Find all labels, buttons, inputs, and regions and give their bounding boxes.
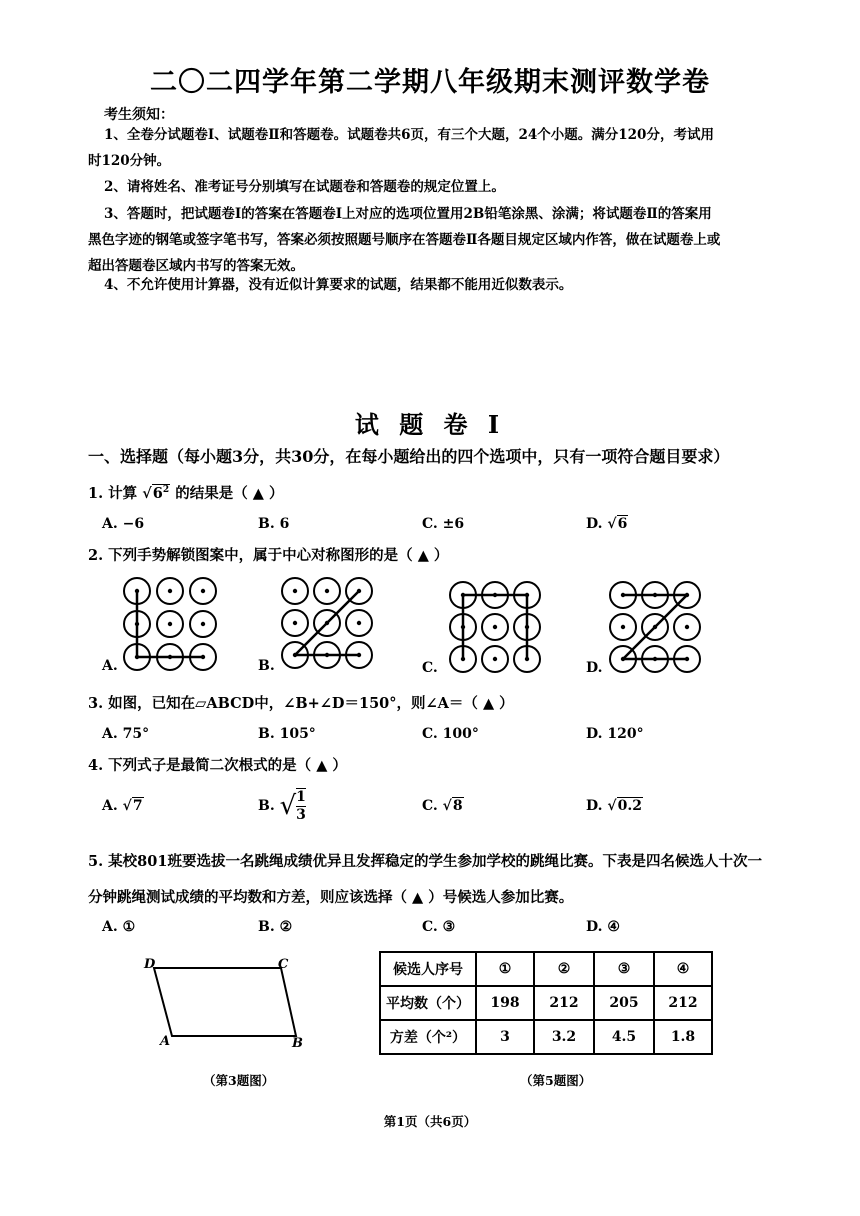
exam-title: 二〇二四学年第二学期八年级期末测评数学卷 <box>150 67 710 98</box>
section-title: 试 题 卷 Ⅰ <box>354 410 506 439</box>
q3-option-b: B. 105° <box>258 726 316 742</box>
q3-option-d: D. 120° <box>586 726 644 742</box>
q5-stem-line1: 5. 某校801班要选拔一名跳绳成绩优异且发挥稳定的学生参加学校的跳绳比赛。下表是四名候选人十次一 <box>88 853 762 870</box>
table-row <box>380 986 712 1020</box>
lock-node-dot <box>168 589 172 593</box>
notice-heading: 考生须知： <box>104 107 174 123</box>
lock-node-dot <box>168 622 172 626</box>
q1-option-b: B. 6 <box>258 516 290 532</box>
table-header-cell: 候选人序号 <box>380 952 476 986</box>
lock-node-dot <box>293 621 297 625</box>
lock-node-dot <box>293 589 297 593</box>
notice-item-1-line1: 1、全卷分试题卷Ⅰ、试题卷Ⅱ和答题卷。试题卷共6页，有三个大题，24个小题。满分120分，考试用 <box>104 127 714 143</box>
lock-node-dot <box>493 657 497 661</box>
pattern-d-figure <box>610 582 700 672</box>
lock-node-dot <box>493 625 497 629</box>
q1-radicand: 6 <box>152 485 163 502</box>
q1-option-d-label: D. <box>586 516 603 532</box>
q3-option-a: A. 75° <box>102 726 150 742</box>
part1-title: 一、选择题（每小题3分，共30分，在每小题给出的四个选项中，只有一项符合题目要求） <box>88 447 730 466</box>
q3-option-c: C. 100° <box>422 726 479 742</box>
q4-option-d: D. √0.2 <box>586 798 642 814</box>
q1-sqrt: $√6^2$ <box>142 485 170 502</box>
table-header-row <box>380 952 712 986</box>
pattern-b-figure <box>282 578 372 668</box>
table-cell: 4.5 <box>594 1020 654 1054</box>
lock-node-dot <box>201 622 205 626</box>
table-row <box>380 1020 712 1054</box>
q4-option-a: A. √7 <box>102 798 143 814</box>
q1-prefix: 1. 计算 <box>88 485 138 502</box>
q4-option-b-denominator: 3 <box>296 807 306 823</box>
notice-item-3-line1: 3、答题时，把试题卷Ⅰ的答案在答题卷Ⅰ上对应的选项位置用2B铅笔涂黑、涂满；将试题卷Ⅱ的答案用 <box>104 206 712 222</box>
q5-option-b: B. ② <box>258 919 293 935</box>
notice-item-3-line3: 超出答题卷区域内书写的答案无效。 <box>88 258 304 274</box>
q4-option-c-label: C. <box>422 798 438 814</box>
q5-candidates-table <box>379 951 713 1055</box>
q4-option-c-radicand: 8 <box>452 798 463 814</box>
q4-option-b-label: B. <box>258 798 275 814</box>
lock-node-dot <box>201 589 205 593</box>
table-header-cell: ① <box>476 952 534 986</box>
q1-option-d: D. √6 <box>586 516 628 532</box>
table5-caption: （第5题图） <box>520 1073 592 1088</box>
notice-item-1-line2: 时120分钟。 <box>88 153 171 169</box>
lock-node-dot <box>685 625 689 629</box>
table-cell: 205 <box>594 986 654 1020</box>
q1-option-c: C. ±6 <box>422 516 465 532</box>
lock-node-dot <box>621 625 625 629</box>
q5-stem-line2: 分钟跳绳测试成绩的平均数和方差，则应该选择（ ▲ ）号候选人参加比赛。 <box>88 889 574 906</box>
pattern-a-figure <box>124 578 216 670</box>
q4-stem: 4. 下列式子是最简二次根式的是（ ▲ ） <box>88 757 347 774</box>
q2-label-b: B. <box>258 658 275 674</box>
table-cell: 平均数（个） <box>380 986 476 1020</box>
lock-node-dot <box>357 621 361 625</box>
table-header-cell: ④ <box>654 952 712 986</box>
q4-option-b-numerator: 1 <box>296 789 306 805</box>
q1-option-d-radicand: 6 <box>617 516 628 532</box>
q5-option-c: C. ③ <box>422 919 456 935</box>
table-header-cell: ③ <box>594 952 654 986</box>
q3-stem: 3. 如图，已知在▱ABCD中，∠B+∠D＝150°，则∠A＝（ ▲ ） <box>88 695 514 712</box>
q5-option-a: A. ① <box>102 919 136 935</box>
notice-item-4: 4、不允许使用计算器，没有近似计算要求的试题，结果都不能用近似数表示。 <box>104 277 573 293</box>
q2-label-a: A. <box>102 658 118 674</box>
figure3-vertex-a: A <box>160 1034 171 1049</box>
q4-option-a-radicand: 7 <box>132 798 143 814</box>
q2-stem: 2. 下列手势解锁图案中，属于中心对称图形的是（ ▲ ） <box>88 547 449 564</box>
table-cell: 3.2 <box>534 1020 594 1054</box>
table-cell: 212 <box>534 986 594 1020</box>
q5-option-d: D. ④ <box>586 919 620 935</box>
q1-exponent: 2 <box>162 485 170 496</box>
figure3-vertex-d: D <box>144 957 156 972</box>
lock-node-dot <box>325 589 329 593</box>
table-cell: 方差（个²） <box>380 1020 476 1054</box>
notice-item-3-line2: 黑色字迹的钢笔或签字笔书写，答案必须按照题号顺序在答题卷Ⅱ各题目规定区域内作答，做在试题卷上或 <box>88 232 721 248</box>
figure3-parallelogram <box>154 968 296 1036</box>
q4-option-c: C. √8 <box>422 798 463 814</box>
q2-label-d: D. <box>586 660 603 676</box>
q4-option-d-label: D. <box>586 798 603 814</box>
table-cell: 3 <box>476 1020 534 1054</box>
q4-option-d-radicand: 0.2 <box>617 798 642 814</box>
notice-item-2: 2、请将姓名、准考证号分别填写在试题卷和答题卷的规定位置上。 <box>104 179 505 195</box>
q1-option-a: A. −6 <box>102 516 145 532</box>
figure3-caption: （第3题图） <box>203 1073 275 1088</box>
pattern-c-figure <box>450 582 540 672</box>
q1-suffix: 的结果是（ ▲ ） <box>175 485 284 502</box>
table-cell: 1.8 <box>654 1020 712 1054</box>
figure3-vertex-b: B <box>292 1036 303 1051</box>
table-header-cell: ② <box>534 952 594 986</box>
figure3-vertex-c: C <box>278 957 289 972</box>
q4-option-a-label: A. <box>102 798 118 814</box>
q4-option-b: B. √ $\frac{1}{3}$ <box>258 789 306 823</box>
page-footer: 第1页（共6页） <box>383 1114 477 1129</box>
q2-label-c: C. <box>422 660 438 676</box>
table-cell: 212 <box>654 986 712 1020</box>
table-cell: 198 <box>476 986 534 1020</box>
